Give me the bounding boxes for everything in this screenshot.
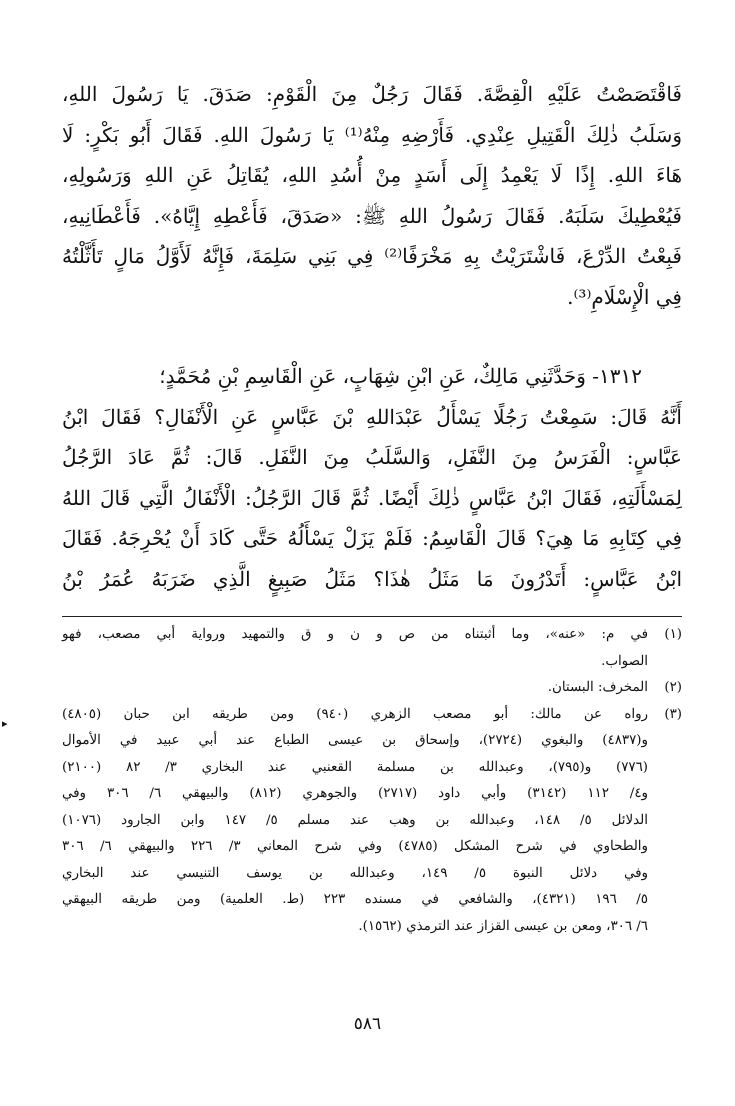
- footnote-text: [62, 675, 648, 702]
- hadith-1312: [62, 356, 682, 599]
- hadith-heading-line: ١٣١٢- وَحَدَّثَنِي مَالِكٌ، عَنِ ابْنِ شِهَابٍ، عَنِ الْقَاسِمِ بْنِ مُحَمَّدٍ؛: [159, 364, 642, 388]
- footnote-number: (٣): [664, 706, 682, 722]
- footnote-1: [62, 622, 682, 675]
- footnote-line: و٤/ ١١٢ (٣١٤٢) وأبي داود (٢٧١٧) والجوهري (٨١٢) والبيهقي ٦/ ٣٠٦ وفي: [62, 786, 648, 801]
- footnote-line: (٧٧٦) و(٧٩٥)، وعبدالله بن مسلمة القعنبي عند البخاري ٣/ ٨٢ (٢١٠٠): [62, 759, 648, 775]
- footnote-text: [62, 622, 648, 675]
- footnote-line: الدلائل ٥/ ١٤٨، وعبدالله بن وهب عند مسلم ٥/ ١٤٧ وابن الجارود (١٠٧٦): [62, 812, 648, 828]
- page-number: ٥٨٦: [353, 1014, 382, 1034]
- footnote-line: رواه عن مالك: أبو مصعب الزهري (٩٤٠) ومن طريقه ابن حبان (٤٨٠٥): [62, 706, 649, 722]
- footnote-text: [62, 702, 648, 941]
- text-line: فَاقْتَصَصْتُ عَلَيْهِ الْقِصَّةَ. فَقَالَ رَجُلٌ مِنَ الْقَوْمِ: صَدَقَ. يَا رَسُولَ اللهِ،: [62, 82, 682, 106]
- footnote-line: في م: «عنه»، وما أثبتناه من ص و ن و ق والتمهيد ورواية أبي مصعب، فهو: [62, 627, 648, 642]
- footnote-2: [62, 675, 682, 702]
- footnote-line: المخرف: البستان.: [547, 680, 648, 695]
- footnotes: [62, 622, 682, 940]
- footnote-number: (١): [664, 627, 682, 642]
- footnote-line: ٦/ ٣٠٦، ومعن بن عيسى القزاز عند الترمذي (١٥٦٢).: [358, 918, 648, 934]
- text-line: فِي كِتَابِهِ مَا هِيَ؟ قَالَ الْقَاسِمُ: فَلَمْ يَزَلْ يَسْأَلُهُ حَتَّى كَادَ أَنْ يُحْرِجَهُ. فَقَالَ: [62, 526, 682, 550]
- footnote-line: والطحاوي في شرح المشكل (٤٧٨٥) وفي شرح المعاني ٣/ ٢٢٦ والبيهقي ٦/ ٣٠٦: [62, 839, 648, 854]
- text-line: فَيُعْطِيكَ سَلَبَهُ. فَقَالَ رَسُولُ اللهِ ﷺ: «صَدَقَ، فَأَعْطِهِ إِيَّاهُ». فَأَعْطَانِيهِ،: [62, 203, 682, 228]
- text-line: لِمَسْأَلَتِهِ، فَقَالَ ابْنُ عَبَّاسٍ ذٰلِكَ أَيْضًا. ثُمَّ قَالَ الرَّجُلُ: الْأَنْفَالُ الَّتِي قَالَ اللهُ: [62, 485, 682, 510]
- footnote-line: ٥/ ١٩٦ (٤٣٢١)، والشافعي في مسنده ٢٢٣ (ط. العلمية) ومن طريقه البيهقي: [62, 892, 648, 907]
- footnote-number: (٢): [664, 680, 682, 695]
- footnote-divider: [62, 616, 682, 617]
- footnote-line: وفي دلائل النبوة ٥/ ١٤٩، وعبدالله بن يوسف التنيسي عند البخاري: [62, 865, 648, 881]
- main-text-top: [62, 74, 682, 317]
- text-line: وَسَلَبُ ذٰلِكَ الْقَتِيلِ عِنْدِي. فَأَرْضِهِ مِنْهُ⁽¹⁾ يَا رَسُولَ اللهِ. فَقَالَ أَبُو بَكْرٍ: لَا: [62, 122, 682, 147]
- text-line: ابْنُ عَبَّاسٍ: أَتَدْرُونَ مَا مَثَلُ هٰذَا؟ مَثَلُ صَبِيغٍ الَّذِي ضَرَبَهُ عُمَرُ بْنُ: [62, 566, 682, 591]
- text-line: عَبَّاسٍ: الْفَرَسُ مِنَ النَّفَلِ، وَالسَّلَبُ مِنَ النَّفَلِ. قَالَ: ثُمَّ عَادَ الرَّجُلُ: [62, 445, 682, 469]
- footnote-line: و(٤٨٣٧) والبغوي (٢٧٢٤)، وإسحاق بن عيسى الطباع عند أبي عبيد في الأموال: [62, 733, 648, 748]
- footnote-line: الصواب.: [601, 653, 648, 669]
- footnote-3: [62, 702, 682, 941]
- text-line: هَاءَ اللهِ. إِذًا لَا يَعْمِدُ إِلَى أَسَدٍ مِنْ أُسُدِ اللهِ، يُقَاتِلُ عَنِ اللهِ وَرَسُولِهِ،: [62, 163, 682, 187]
- text-line: فِي الْإِسْلَامِ⁽³⁾.: [567, 284, 682, 309]
- edge-marker-icon: ▸: [2, 717, 8, 730]
- text-line: فَبِعْتُ الدِّرْعَ، فَاشْتَرَيْتُ بِهِ مَخْرَفًا⁽²⁾ فِي بَنِي سَلِمَةَ، فَإِنَّهُ لَأَوَّلُ مَالٍ تَأَثَّلْتُهُ: [62, 244, 682, 268]
- text-line: أَنَّهُ قَالَ: سَمِعْتُ رَجُلًا يَسْأَلُ عَبْدَاللهِ بْنَ عَبَّاسٍ عَنِ الْأَنْفَالِ؟ فَقَالَ ابْنُ: [62, 404, 682, 429]
